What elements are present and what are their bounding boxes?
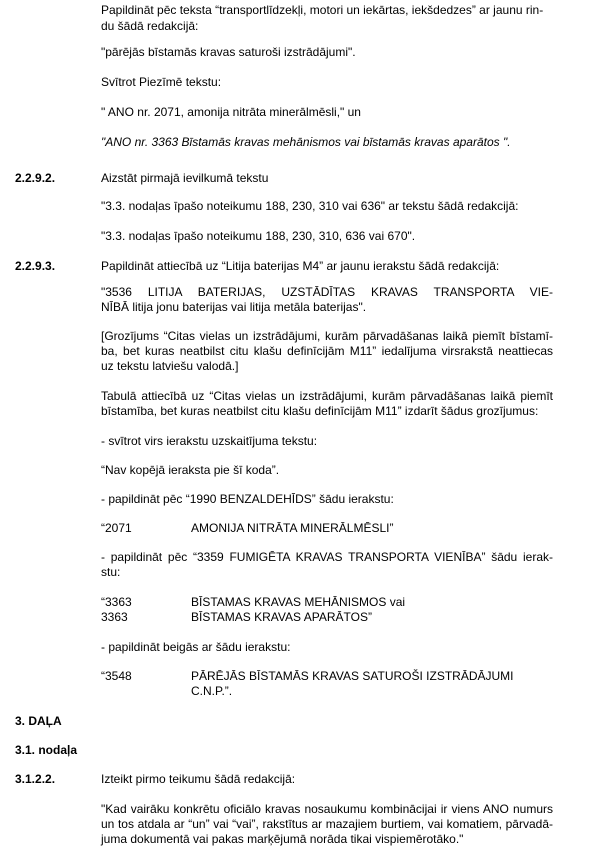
part-title: 3. DAĻA: [15, 714, 62, 728]
quote-3122-line-2: un tos atdala ar “un” vai “vai”, rakstītus ar mazajiem burtiem, vai komatiem, pārvadā-: [101, 817, 553, 831]
code-3363-a: “3363: [101, 595, 132, 609]
add-after-3359-line-1: - papildināt pēc “3359 FUMIGĒTA KRAVAS TRANSPORTA VIENĪBA” šādu ierak-: [101, 550, 553, 564]
entry-3536-line-1: "3536 LITIJA BATERIJAS, UZSTĀDĪTAS KRAVAS TRANSPORTA VIE-: [101, 285, 553, 299]
intro-line-2: du šādā redakcijā:: [101, 19, 199, 33]
section-heading-2293: Papildināt attiecībā uz “Litija baterijas M4” ar jaunu ierakstu šādā redakcijā:: [101, 259, 500, 273]
amendment-note-line-1: [Grozījums “Citas vielas un izstrādājumi, kurām pārvadāšanas laikā piemīt bīstamī-: [101, 329, 553, 343]
strike-note: Svītrot Piezīmē tekstu:: [101, 75, 222, 89]
quote-ano-3363: "ANO nr. 3363 Bīstamās kravas mehānismos vai bīstamās kravas aparātos ".: [101, 135, 511, 149]
old-text-2292: "3.3. nodaļas īpašo noteikumu 188, 230, 310 vai 636" ar tekstu šādā redakcijā:: [101, 199, 519, 213]
entry-2071: AMONIJA NITRĀTA MINERĀLMĒSLI”: [191, 521, 394, 535]
delete-instruction: - svītrot virs ierakstu uzskaitījuma tekstu:: [101, 434, 318, 448]
entry-3548-line-2: C.N.P.”.: [191, 684, 233, 698]
code-3548: “3548: [101, 669, 132, 683]
intro-line-1: Papildināt pēc teksta “transportlīdzekļi, motori un iekārtas, iekšdedzes” ar jaunu rin-: [101, 3, 544, 17]
quote-3122-line-1: "Kad vairāku konkrētu oficiālo kravas nosaukumu kombinācijai ir viens ANO numurs: [101, 802, 553, 816]
amendment-note-line-3: uz tekstu latviešu valodā.]: [101, 359, 239, 373]
entry-3548-line-1: PĀRĒJĀS BĪSTAMĀS KRAVAS SATUROŠI IZSTRĀDĀJUMI: [191, 669, 514, 683]
code-3363-b: 3363: [101, 610, 128, 624]
code-2071: “2071: [101, 521, 132, 535]
quote-ano-2071: " ANO nr. 2071, amonija nitrāta minerālmēsli," un: [101, 105, 361, 119]
section-number-3122: 3.1.2.2.: [15, 772, 56, 786]
section-heading-3122: Izteikt pirmo teikumu šādā redakcijā:: [101, 772, 296, 786]
entry-3363-b: BĪSTAMAS KRAVAS APARĀTOS”: [191, 610, 372, 624]
quote-nav-kopeja: “Nav kopējā ieraksta pie šī koda”.: [101, 463, 280, 477]
amendment-note-line-2: ba, bet kuras neatbilst citu klašu definīcijām M11” iedalījuma virsrakstā neattiecas: [101, 344, 553, 358]
section-number-2293: 2.2.9.3.: [15, 259, 56, 273]
section-heading-2292: Aizstāt pirmajā ievilkumā tekstu: [101, 171, 269, 185]
add-at-end: - papildināt beigās ar šādu ierakstu:: [101, 640, 291, 654]
add-after-1990: - papildināt pēc “1990 BENZALDEHĪDS” šādu ierakstu:: [101, 492, 394, 506]
table-note-line-1: Tabulā attiecībā uz “Citas vielas un izstrādājumi, kurām pārvadāšanas laikā piemīt: [101, 389, 553, 403]
entry-3363-a: BĪSTAMAS KRAVAS MEHĀNISMOS vai: [191, 595, 406, 609]
section-number-2292: 2.2.9.2.: [15, 171, 56, 185]
quote-products: "pārējās bīstamās kravas saturoši izstrādājumi".: [101, 45, 356, 59]
quote-3122-line-3: juma dokumentā vai pakas marķējumā norāda tikai vispiemērotāko.": [101, 832, 464, 846]
table-note-line-2: bīstamība, bet kuras neatbilst citu klašu definīcijām M11” izdarīt šādus grozījumus:: [101, 404, 539, 418]
add-after-3359-line-2: stu:: [101, 565, 121, 579]
entry-3536-line-2: NĪBĀ litija jonu baterijas vai litija metāla baterijas".: [101, 300, 367, 314]
chapter-title: 3.1. nodaļa: [15, 743, 78, 757]
new-text-2292: "3.3. nodaļas īpašo noteikumu 188, 230, 310, 636 vai 670".: [101, 229, 416, 243]
